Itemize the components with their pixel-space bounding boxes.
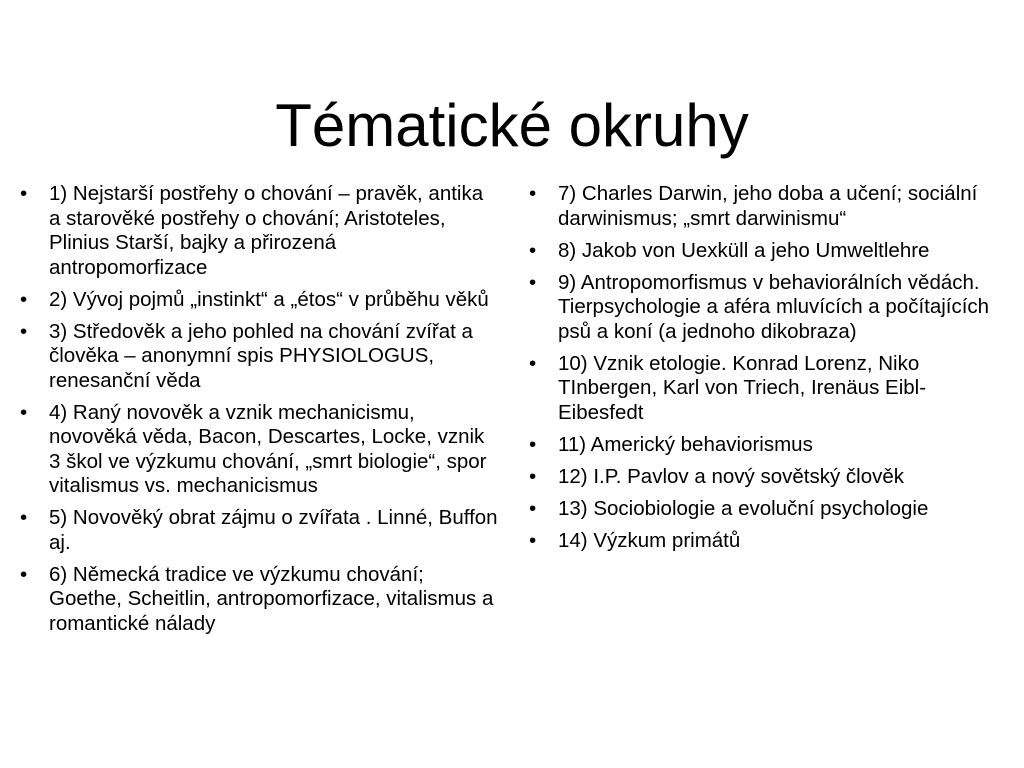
list-item-text: 4) Raný novověk a vznik mechanicismu, novověká věda, Bacon, Descartes, Locke, vznik 3 škol ve výzkumu chování, „smrt biologie“, spor vitalismus vs. mechanicismus xyxy=(49,400,487,497)
list-item xyxy=(20,401,500,499)
bullet-icon: • xyxy=(20,182,28,205)
list-item xyxy=(529,182,1009,231)
bullet-icon: • xyxy=(529,464,537,488)
list-item-text: 14) Výzkum primátů xyxy=(558,528,741,552)
list-item xyxy=(529,271,1009,345)
bullet-icon: • xyxy=(529,432,537,456)
list-item-text: 1) Nejstarší postřehy o chování – pravěk, antika a starověké postřehy o chování; Aristoteles, Plinius Starší, bajky a přirozená antropomorfizace xyxy=(49,182,484,279)
list-item xyxy=(20,320,500,394)
list-item xyxy=(529,497,1009,522)
list-item-text: 3) Středověk a jeho pohled na chování zvířat a člověka – anonymní spis PHYSIOLOGUS, renesanční věda xyxy=(49,319,473,392)
right-topic-list xyxy=(529,182,1009,561)
list-item xyxy=(529,529,1009,554)
list-item-text: 12) I.P. Pavlov a nový sovětský člověk xyxy=(558,464,905,488)
left-topic-list xyxy=(20,182,500,644)
bullet-icon: • xyxy=(529,528,537,552)
list-item-text: 13) Sociobiologie a evoluční psychologie xyxy=(558,496,929,520)
bullet-icon: • xyxy=(20,287,28,311)
bullet-icon: • xyxy=(529,238,537,262)
list-item xyxy=(529,352,1009,426)
list-item xyxy=(20,182,500,280)
slide-title: Tématické okruhy xyxy=(275,92,749,160)
list-item-text: 10) Vznik etologie. Konrad Lorenz, Niko TInbergen, Karl von Triech, Irenäus Eibl-Eibesfedt xyxy=(558,351,927,424)
list-item-text: 9) Antropomorfismus v behaviorálních vědách. Tierpsychologie a aféra mluvících a počítajících psů a koní (a jednoho dikobraza) xyxy=(558,270,990,343)
list-item-text: 6) Německá tradice ve výzkumu chování; Goethe, Scheitlin, antropomorfizace, vitalismus a romantické nálady xyxy=(49,562,494,635)
bullet-icon: • xyxy=(20,506,28,529)
bullet-icon: • xyxy=(20,400,28,424)
bullet-icon: • xyxy=(20,319,28,343)
list-item xyxy=(529,465,1009,490)
list-item-text: 11) Americký behaviorismus xyxy=(558,432,813,456)
list-item-text: 8) Jakob von Uexküll a jeho Umweltlehre xyxy=(558,238,930,262)
list-item-text: 7) Charles Darwin, jeho doba a učení; sociální darwinismus; „smrt darwinismu“ xyxy=(558,182,978,230)
list-item xyxy=(20,506,500,555)
list-item xyxy=(529,433,1009,458)
bullet-icon: • xyxy=(20,562,28,586)
list-item-text: 5) Novověký obrat zájmu o zvířata . Linné, Buffon aj. xyxy=(49,506,498,554)
bullet-icon: • xyxy=(529,182,537,205)
bullet-icon: • xyxy=(529,351,537,375)
list-item xyxy=(529,239,1009,264)
list-item xyxy=(20,563,500,637)
bullet-icon: • xyxy=(529,496,537,520)
bullet-icon: • xyxy=(529,270,537,294)
list-item-text: 2) Vývoj pojmů „instinkt“ a „étos“ v průběhu věků xyxy=(49,287,489,311)
list-item xyxy=(20,288,500,313)
